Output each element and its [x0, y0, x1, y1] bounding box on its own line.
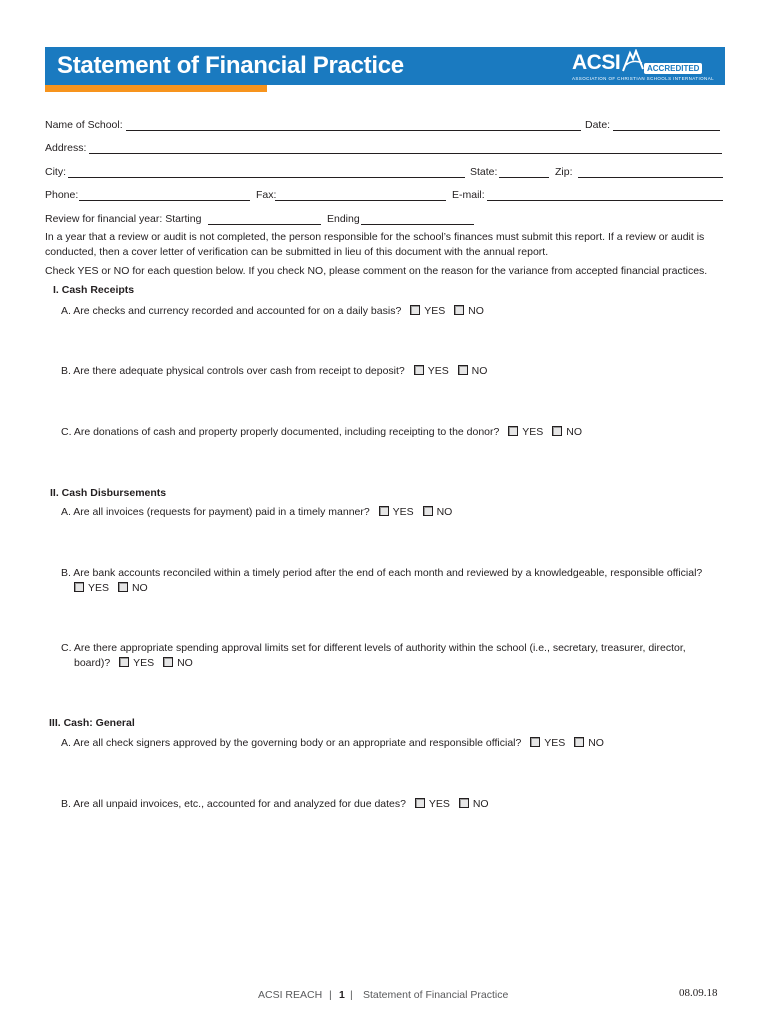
question-cash-disbursements-c-continued: [74, 657, 193, 669]
revision-date: 08.09.18: [679, 987, 718, 999]
phone-field[interactable]: [79, 200, 250, 201]
review-ending-label: Ending: [327, 213, 360, 225]
no-checkbox[interactable]: [458, 365, 468, 375]
accredited-badge: ACCREDITED: [644, 63, 702, 74]
yes-checkbox[interactable]: [530, 737, 540, 747]
question-text: C. Are donations of cash and property properly documented, including receipting to the donor?: [61, 426, 500, 438]
question-text: B. Are all unpaid invoices, etc., accounted for and analyzed for due dates?: [61, 798, 406, 810]
question-text: B. Are bank accounts reconciled within a timely period after the end of each month and reviewed by a knowledgeable, responsible official?: [61, 567, 703, 579]
question-cash-receipts-c: [61, 426, 582, 438]
footer-left: ACSI REACH: [258, 989, 323, 1001]
review-end-field[interactable]: [361, 224, 474, 225]
yes-checkbox[interactable]: [415, 798, 425, 808]
city-label: City:: [45, 166, 66, 178]
question-cash-disbursements-b-options: [68, 582, 148, 594]
footer-divider-right: |: [350, 989, 353, 1001]
question-text: A. Are all check signers approved by the governing body or an appropriate and responsible official?: [61, 737, 522, 749]
yes-checkbox[interactable]: [379, 506, 389, 516]
no-label: NO: [436, 506, 453, 518]
no-checkbox[interactable]: [454, 305, 464, 315]
question-text: B. Are there adequate physical controls over cash from receipt to deposit?: [61, 365, 405, 377]
logo-mark-icon: [620, 49, 646, 73]
school-name-field[interactable]: [126, 130, 581, 131]
yes-checkbox[interactable]: [410, 305, 420, 315]
yes-checkbox[interactable]: [74, 582, 84, 592]
address-field[interactable]: [89, 153, 722, 154]
yes-checkbox[interactable]: [119, 657, 129, 667]
address-label: Address:: [45, 142, 87, 154]
section-title-cash-general: III. Cash: General: [49, 717, 135, 729]
date-label: Date:: [585, 119, 611, 131]
footer-right: Statement of Financial Practice: [363, 989, 509, 1001]
page-number: 1: [339, 989, 345, 1001]
yes-label: YES: [392, 506, 414, 518]
no-checkbox[interactable]: [163, 657, 173, 667]
question-text-continued: board)?: [74, 657, 111, 669]
no-checkbox[interactable]: [118, 582, 128, 592]
footer-divider-left: |: [329, 989, 332, 1001]
question-text: A. Are all invoices (requests for payment) paid in a timely manner?: [61, 506, 370, 518]
yes-label: YES: [88, 582, 110, 594]
question-cash-disbursements-b: [61, 567, 702, 579]
review-year-label: Review for financial year: Starting: [45, 213, 202, 225]
fax-label: Fax:: [256, 189, 277, 201]
yes-checkbox[interactable]: [508, 426, 518, 436]
no-checkbox[interactable]: [574, 737, 584, 747]
section-title-cash-receipts: I. Cash Receipts: [53, 284, 135, 296]
zip-label: Zip:: [555, 166, 573, 178]
phone-label: Phone:: [45, 189, 79, 201]
check-instructions: Check YES or NO for each question below. If you check NO, please comment on the reason for the variance from accepted financial practices.: [45, 265, 708, 277]
question-cash-disbursements-c: [61, 642, 686, 654]
no-label: NO: [131, 582, 148, 594]
yes-label: YES: [133, 657, 155, 669]
no-label: NO: [177, 657, 193, 669]
no-label: NO: [468, 305, 484, 317]
question-cash-general-b: [61, 798, 489, 810]
state-field[interactable]: [499, 177, 549, 178]
yes-label: YES: [544, 737, 566, 749]
question-cash-general-a: [61, 737, 604, 749]
email-field[interactable]: [487, 200, 723, 201]
state-label: State:: [470, 166, 498, 178]
yes-label: YES: [424, 305, 446, 317]
no-label: NO: [566, 426, 582, 438]
yes-label: YES: [427, 365, 449, 377]
no-checkbox[interactable]: [552, 426, 562, 436]
fax-field[interactable]: [275, 200, 446, 201]
page-title: Statement of Financial Practice: [57, 52, 404, 79]
question-cash-disbursements-a: [61, 506, 452, 518]
review-start-field[interactable]: [208, 224, 321, 225]
section-title-cash-disbursements: II. Cash Disbursements: [50, 487, 167, 499]
school-name-label: Name of School:: [45, 119, 123, 131]
question-cash-receipts-a: [61, 305, 484, 317]
city-field[interactable]: [68, 177, 465, 178]
instructions-paragraph: In a year that a review or audit is not completed, the person responsible for the school’s finances must submit this report. If a review or audit is conducted, then a cover letter of verification can be submitted in lieu of this document with the annual report.: [45, 231, 705, 258]
header-accent-stripe: [45, 85, 267, 92]
no-label: NO: [472, 798, 489, 810]
acsi-logo: [572, 49, 714, 83]
yes-label: YES: [428, 798, 450, 810]
no-checkbox[interactable]: [423, 506, 433, 516]
zip-field[interactable]: [578, 177, 723, 178]
no-label: NO: [588, 737, 604, 749]
question-text: A. Are checks and currency recorded and accounted for on a daily basis?: [61, 305, 402, 317]
question-text: C. Are there appropriate spending approval limits set for different levels of authority within the school (i.e., secretary, treasurer, director,: [61, 642, 686, 654]
email-label: E-mail:: [452, 189, 485, 201]
yes-checkbox[interactable]: [414, 365, 424, 375]
question-cash-receipts-b: [61, 365, 487, 377]
logo-text: ACSI: [572, 51, 621, 74]
logo-subtitle: ASSOCIATION OF CHRISTIAN SCHOOLS INTERNATIONAL: [572, 76, 714, 81]
no-label: NO: [471, 365, 488, 377]
no-checkbox[interactable]: [459, 798, 469, 808]
date-field[interactable]: [613, 130, 720, 131]
yes-label: YES: [522, 426, 544, 438]
